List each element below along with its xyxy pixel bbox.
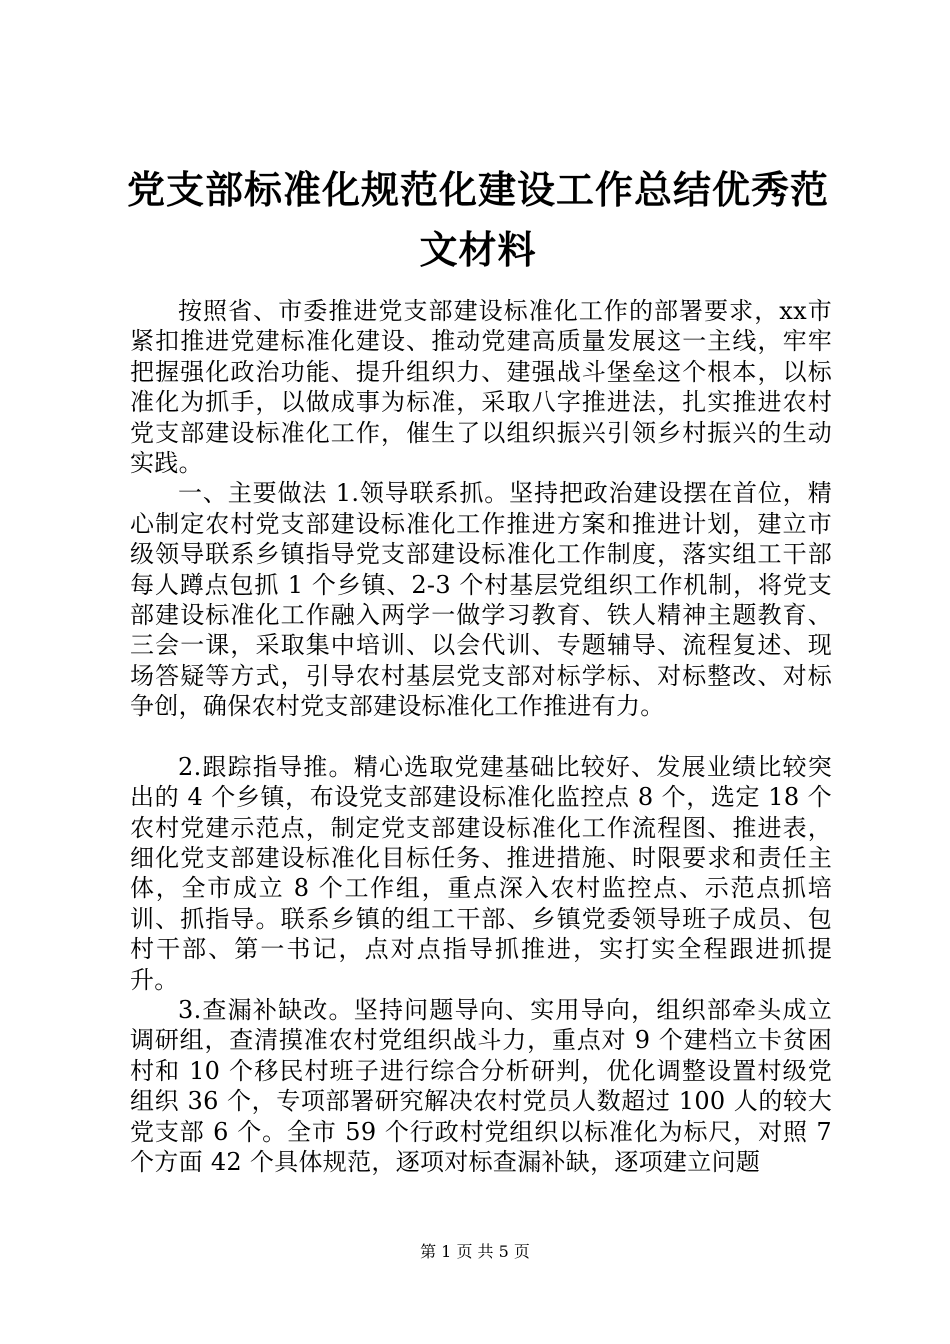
paragraph-intro: 按照省、市委推进党支部建设标准化工作的部署要求，xx市紧扣推进党建标准化建设、推动党建高质量发展这一主线，牢牢把握强化政治功能、提升组织力、建强战斗堡垒这个根本，以标准化为抓手，以做成事为标准，采取八字推进法，扎实推进农村党支部建设标准化工作，催生了以组织振兴引领乡村振兴的生动实践。 bbox=[130, 297, 832, 478]
document-body bbox=[130, 296, 832, 1177]
page-footer: 第 1 页 共 5 页 bbox=[420, 1242, 530, 1261]
paragraph-remediation: 3.查漏补缺改。坚持问题导向、实用导向，组织部牵头成立调研组，查清摸准农村党组织战斗力，重点对 9 个建档立卡贫困村和 10 个移民村班子进行综合分析研判，优化调整设置村级党组织 36 个，专项部署研究解决农村党员人数超过 100 人的较大党支部 6 个。全市 59 个行政村党组织以标准化为标尺，对照 7 个方面 42 个具体规范，逐项对标查漏补缺，逐项建立问题 bbox=[130, 995, 832, 1176]
paragraph-guidance: 2.跟踪指导推。精心选取党建基础比较好、发展业绩比较突出的 4 个乡镇，布设党支部建设标准化监控点 8 个，选定 18 个农村党建示范点，制定党支部建设标准化工作流程图、推进表，细化党支部建设标准化目标任务、推进措施、时限要求和责任主体，全市成立 8 个工作组，重点深入农村监控点、示范点抓培训、抓指导。联系乡镇的组工干部、乡镇党委领导班子成员、包村干部、第一书记，点对点指导抓推进，实打实全程跟进抓提升。 bbox=[130, 752, 832, 994]
document-title: 党支部标准化规范化建设工作总结优秀范文材料 bbox=[126, 168, 829, 272]
paragraph-leadership: 一、主要做法 1.领导联系抓。坚持把政治建设摆在首位，精心制定农村党支部建设标准化工作推进方案和推进计划，建立市级领导联系乡镇指导党支部建设标准化工作制度，落实组工干部每人蹲点包抓 1 个乡镇、2-3 个村基层党组织工作机制，将党支部建设标准化工作融入两学一做学习教育、铁人精神主题教育、三会一课，采取集中培训、以会代训、专题辅导、流程复述、现场答疑等方式，引导农村基层党支部对标学标、对标整改、对标争创，确保农村党支部建设标准化工作推进有力。 bbox=[130, 479, 832, 721]
